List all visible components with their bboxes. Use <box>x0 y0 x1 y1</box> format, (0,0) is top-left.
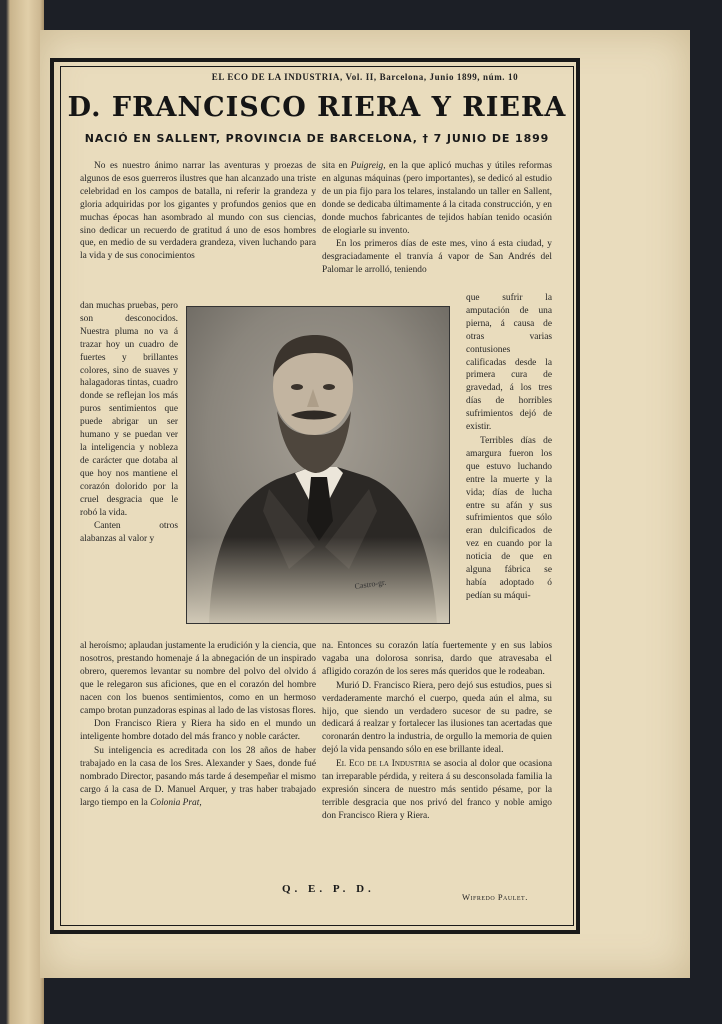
paragraph: sita en Puigreig, en la que aplicó muchas y útiles reformas en algunas máquinas (pero importantes), se dedicó al estudio de un pia fijo para los telares, instalando un taller en Sallent, donde se dedicaba últimamente á la citada construcción, y en donde muchos fabricantes de tejidos habían tenido ocasión de elogiarle su invento. <box>322 161 553 236</box>
author-signature: Wifredo Paulet. <box>462 892 528 902</box>
right-column-bottom <box>322 640 552 823</box>
right-column-top <box>322 160 552 277</box>
running-head: EL ECO DE LA INDUSTRIA, Vol. II, Barcelona, Junio 1899, núm. 10 <box>211 72 519 82</box>
portrait-photo <box>186 306 450 624</box>
article-subtitle: NACIÓ EN SALLENT, PROVINCIA DE BARCELONA, † 7 JUNIO DE 1899 <box>84 132 550 145</box>
paragraph: al heroísmo; aplaudan justamente la erudición y la ciencia, que nosotros, prestando homenaje á la abnegación de un inspirado obrero, queremos levantar su nombre del polvo del olvido á que le relegaron sus aficiones, que en el corazón del hombre nacen con los buenos sentimientos, como en un hermoso campo brotan punzadoras espinas al lado de las vistosas flores. <box>80 641 316 716</box>
engraver-credit: Castro-gr. <box>354 577 387 591</box>
place-name: Colonia Prat, <box>150 797 202 808</box>
rest-in-peace-line: Q. E. P. D. <box>282 883 375 895</box>
portrait-illustration <box>187 307 450 624</box>
article-title: D. FRANCISCO RIERA Y RIERA <box>67 92 567 123</box>
place-name: Puigreig, <box>350 161 386 171</box>
paragraph: dan muchas pruebas, pero son desconocidos. Nuestra pluma no va á trazar hoy un cuadro de fuertes y brillantes colores, sino de suaves y halagadoras tintas, cuadro donde se reflejan los más puros sentimientos que puede abrigar un ser humano y se puedan ver la inteligencia y nobleza de carácter que dotaba al que hoy nos mantiene el corazón dolorido por la cruel desgracia que le robó la vida. <box>80 301 178 518</box>
paragraph: En los primeros días de este mes, vino á esta ciudad, y desgraciadamente el tranvía á vapor de San Andrés del Palomar le arrolló, teniendo <box>322 239 552 276</box>
paragraph: El Eco de la Industria se asocia al dolor que ocasiona tan irreparable pérdida, y reitera á su desconsolada familia la expresión sincera de nuestro más sentido pésame, por la terrible desgracia que nos privó del franco y noble amigo don Francisco Riera y Riera. <box>322 759 553 821</box>
paragraph: Terribles días de amargura fueron los que estuvo luchando entre la muerte y la vida; días de lucha entre su afán y sus sufrimientos que sólo eran dulcificados de vez en cuando por la noticia de que en alguna fábrica se había adoptado ó pedían su máqui- <box>466 435 552 601</box>
paragraph: Murió D. Francisco Riera, pero dejó sus estudios, pues si verdaderamente marchó el cuerpo, queda aún el alma, su hijo, que siendo un verdadero sucesor de su padre, se dedicará á realzar y fortalecer las ilusiones tan acertadas que coronarán dentro la industria, de orgullo la memoria de quien dejó la vida pensando sólo en ese brillante ideal. <box>322 680 552 756</box>
left-column-top <box>80 160 316 263</box>
paragraph: que sufrir la amputación de una pierna, á causa de otras varias contusiones calificadas desde la primera cura de gravedad, á los tres días de horribles sufrimientos dejó de existir. <box>466 293 552 433</box>
paragraph: na. Entonces su corazón latía fuertemente y en sus labios vagaba una dolorosa sonrisa, dardo que atravesaba el afligido corazón de los seres más queridos que le rodeaban. <box>322 641 552 677</box>
paragraph: Don Francisco Riera y Riera ha sido en el mundo un inteligente hombre dotado del más franco y noble carácter. <box>80 719 316 743</box>
paragraph: Su inteligencia es acreditada con los 28 años de haber trabajado en la casa de los Sres. Alexander y Saes, donde fué nombrado Director, pasando más tarde á desempeñar el mismo cargo á la casa de D. Manuel Arquer, y tras haber trabajado largo tiempo en la Colonia Prat, <box>80 746 316 808</box>
left-column-bottom <box>80 640 316 810</box>
left-column-beside-photo <box>80 300 178 546</box>
magazine-name: El Eco de la Industria <box>336 759 431 770</box>
right-column-beside-photo <box>466 292 552 603</box>
book-left-page-edge <box>0 0 44 1024</box>
paragraph: Canten otros alabanzas al valor y <box>80 521 178 545</box>
paragraph: No es nuestro ánimo narrar las aventuras y proezas de algunos de esos guerreros ilustres que han alcanzado una triste celebridad en los campos de batalla, ni referir la grandeza y gloria adquiridas por los gigantes y profundos genios que en muchas épocas han asombrado al mundo con sus ciencias, sino dedicar un recuerdo de gratitud á uno de esos hombres que, en medio de su verdadera grandeza, viven luchando para la vida y de sus conocimientos <box>80 161 316 262</box>
